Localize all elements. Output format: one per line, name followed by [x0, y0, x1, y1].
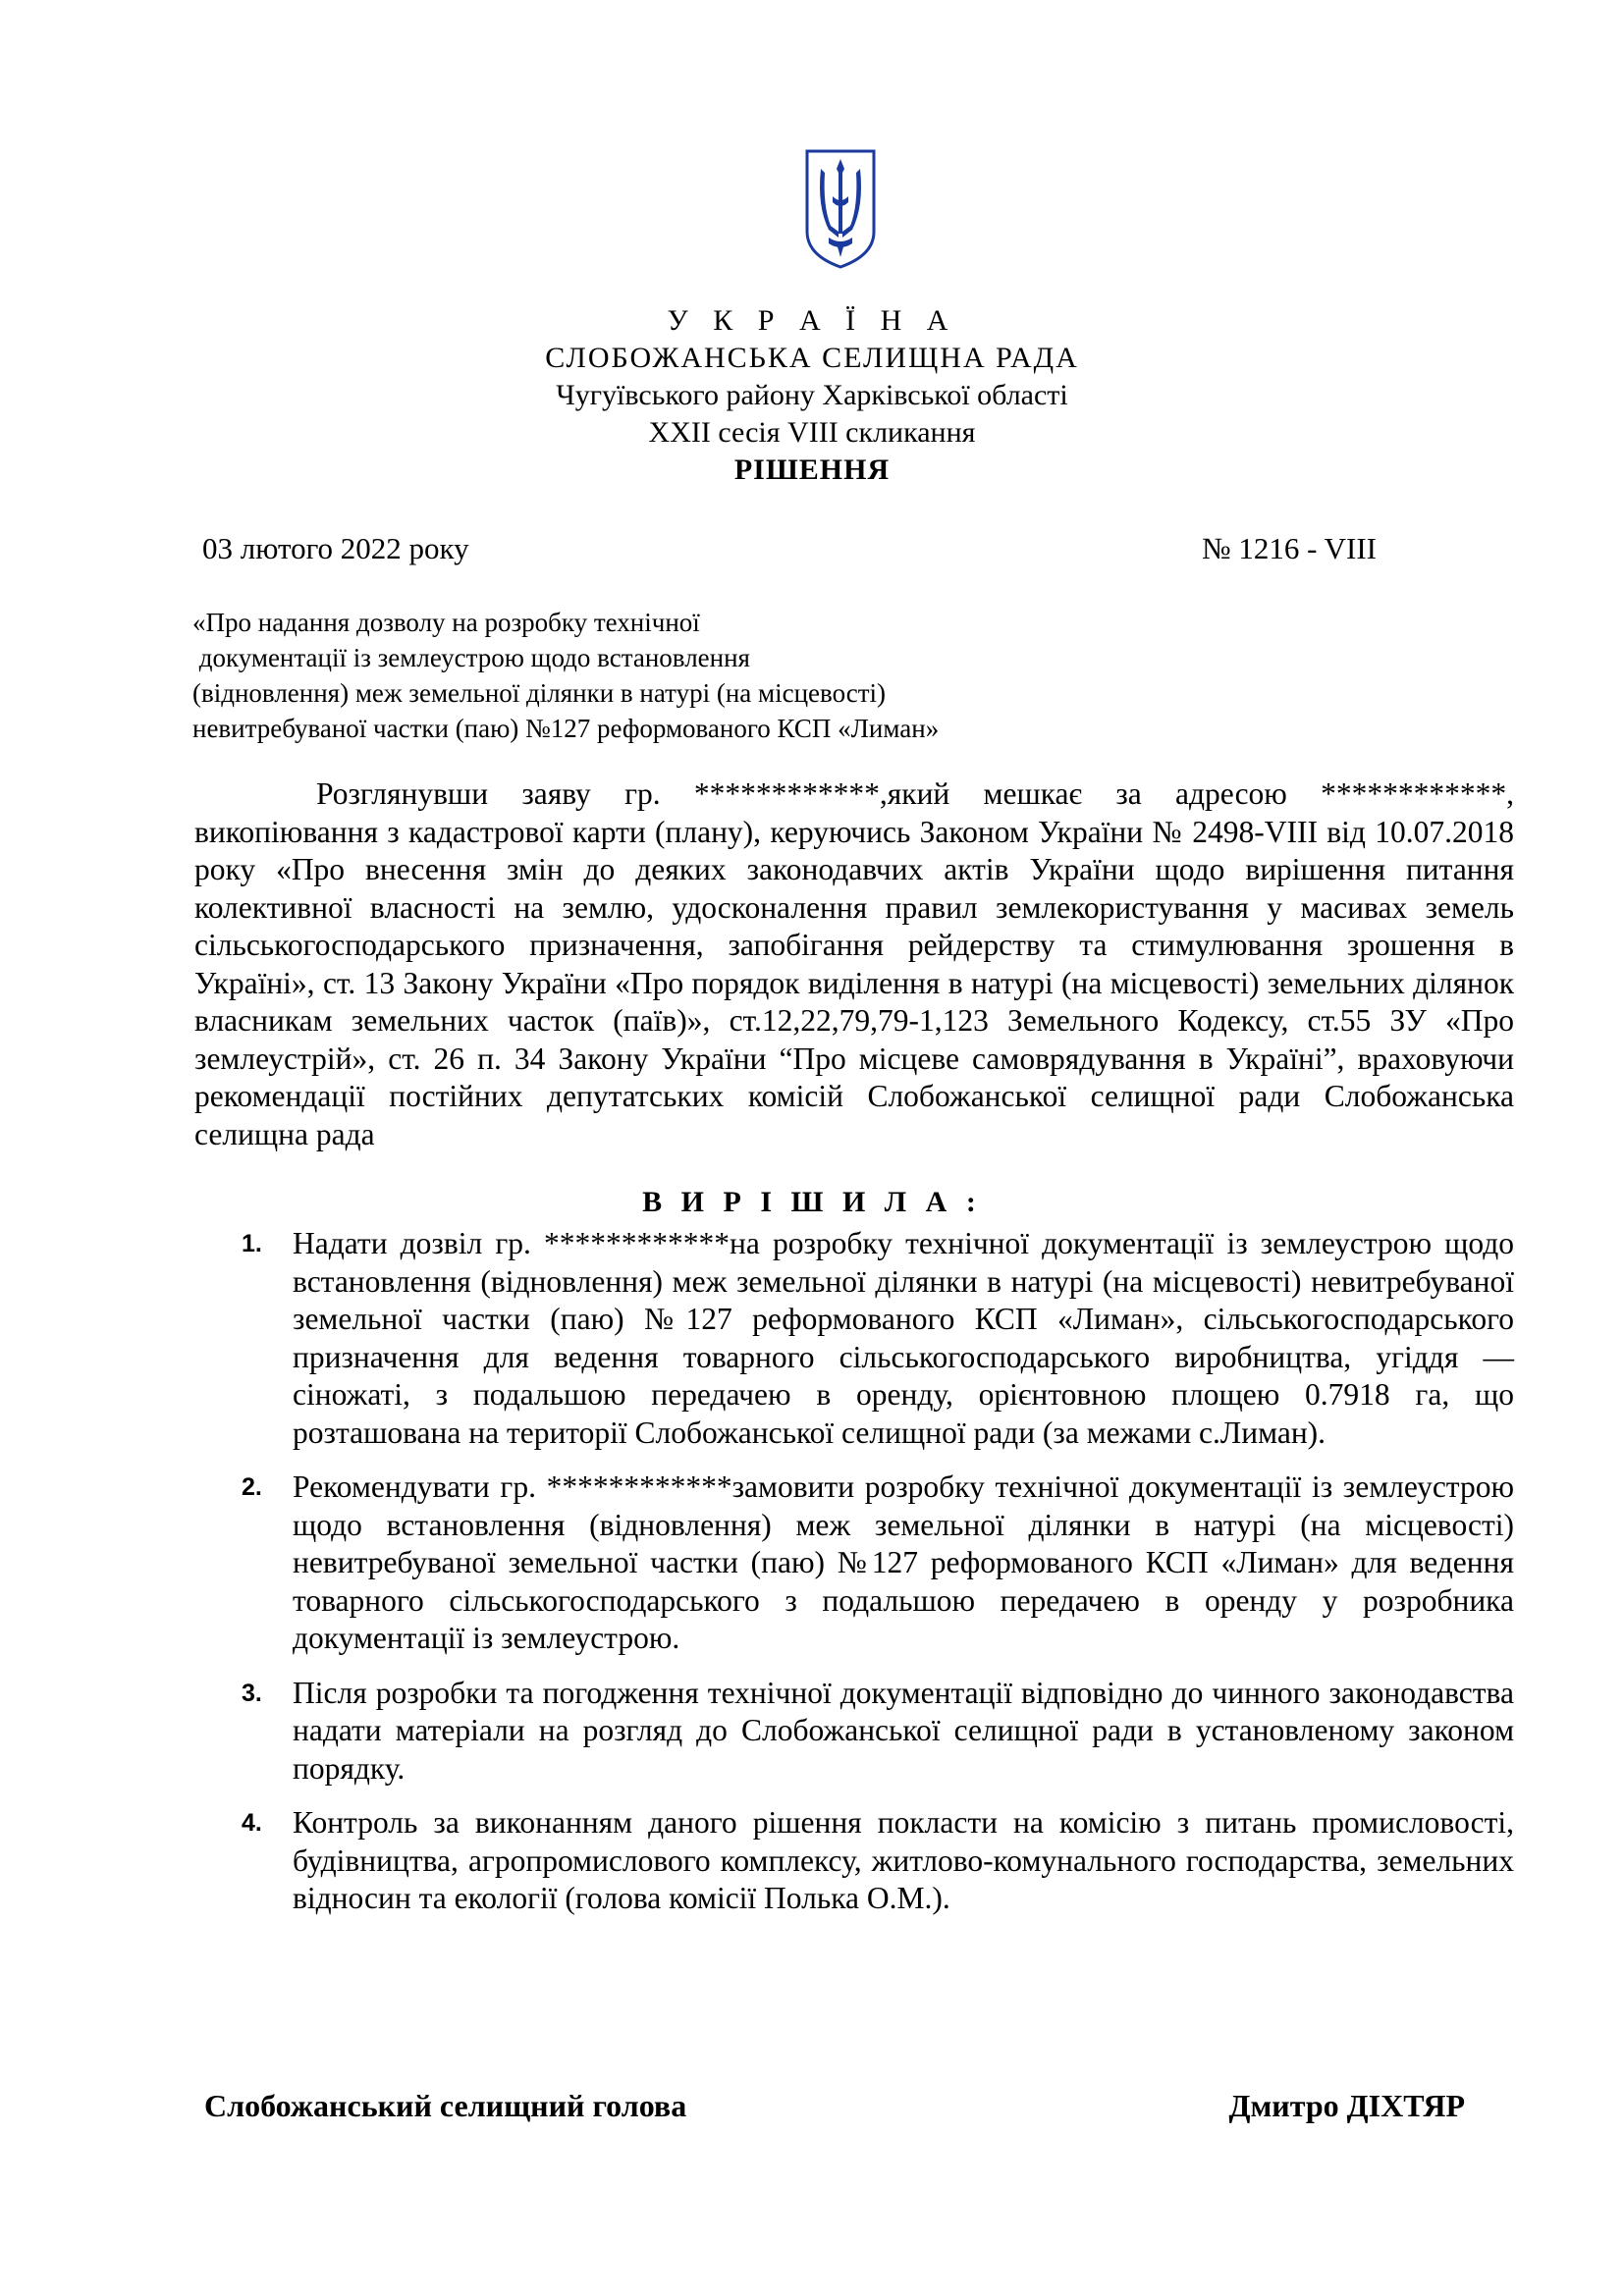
- decision-item: [236, 1804, 1514, 1918]
- decision-item: [236, 1468, 1514, 1658]
- decision-item-number: 1.: [242, 1230, 262, 1257]
- council-heading: СЛОБОЖАНСЬКА СЕЛИЩНА РАДА: [545, 342, 1079, 374]
- decision-item-number: 3.: [242, 1679, 262, 1707]
- signatory-name: Дмитро ДІХТЯР: [1228, 2088, 1465, 2123]
- district-heading: Чугуївського району Харківської області: [556, 379, 1068, 411]
- decision-item-text: Надати дозвіл гр. ************на розробку технічної документації із землеустрою щодо встановлення (відновлення) меж земельної ділянки в натурі (на місцевості) невитребуваної земельної частки (паю) №127 реформованого КСП «Лиман», сільськогосподарського призначення для ведення товарного сільськогосподарського виробництва, угіддя — сіножаті, з подальшою передачею в оренду, орієнтовною площею 0.7918 га, що розташована на території Слобожанської селищної ради (за межами с.Лиман).: [293, 1226, 1514, 1450]
- session-heading: XXII сесія VIII скликання: [648, 416, 976, 449]
- decision-item-text: Контроль за виконанням даного рішення покласти на комісію з питань промисловості, будівництва, агропромислового комплексу, житлово-комунального господарства, земельних відносин та екології (голова комісії Полька О.М.).: [293, 1805, 1514, 1915]
- decision-date: 03 лютого 2022 року: [202, 531, 469, 565]
- decision-subject: [192, 605, 1174, 746]
- country-heading: У К Р А Ї Н А: [667, 304, 957, 337]
- decided-heading: В И Р І Ш И Л А :: [642, 1186, 982, 1218]
- decision-item-number: 2.: [242, 1473, 262, 1501]
- decision-item: [236, 1675, 1514, 1789]
- decision-item: [236, 1225, 1514, 1452]
- signatory-title: Слобожанський селищний голова: [204, 2088, 687, 2123]
- ukraine-coat-of-arms-icon: [803, 147, 878, 271]
- decision-item-number: 4.: [242, 1809, 262, 1837]
- decision-number: № 1216 - VIII: [1202, 531, 1377, 565]
- subject-line: документації із землеустрою щодо встановлення: [192, 643, 750, 672]
- decision-item-text: Рекомендувати гр. ************замовити розробку технічної документації із землеустрою щодо встановлення (відновлення) меж земельної ділянки в натурі (на місцевості) невитребуваної земельної частки (паю) №127 реформованого КСП «Лиман» для ведення товарного сільськогосподарського з подальшою передачею в оренду у розробника документації із землеустрою.: [293, 1469, 1514, 1655]
- document-type-heading: РІШЕННЯ: [733, 454, 891, 486]
- subject-line: невитребуваної частки (паю) №127 реформованого КСП «Лиман»: [192, 714, 940, 743]
- preamble-paragraph: Розглянувши заяву гр. ************,який мешкає за адресою ************, викопіювання з кадастрової карти (плану), керуючись Законом України № 2498-VIII від 10.07.2018 року «Про внесення змін до деяких законодавчих актів України щодо вирішення питання колективної власності на землю, удосконалення правил землекористування у масивах земель сільськогосподарського призначення, запобігання рейдерству та стимулювання зрошення в Україні», ст. 13 Закону України «Про порядок виділення в натурі (на місцевості) земельних ділянок власникам земельних часток (паїв)», ст.12,22,79,79-1,123 Земельного Кодексу, ст.55 ЗУ «Про землеустрій», ст. 26 п. 34 Закону України “Про місцеве самоврядування в Україні”, враховуючи рекомендації постійних депутатських комісій Слобожанської селищної ради Слобожанська селищна рада: [194, 776, 1514, 1151]
- subject-line: «Про надання дозволу на розробку технічної: [192, 608, 700, 637]
- decision-item-text: Після розробки та погодження технічної документації відповідно до чинного законодавства надати матеріали на розгляд до Слобожанської селищної ради в установленому законом порядку.: [293, 1675, 1514, 1786]
- decision-items-list: [236, 1225, 1514, 1935]
- subject-line: (відновлення) меж земельної ділянки в натурі (на місцевості): [192, 678, 887, 708]
